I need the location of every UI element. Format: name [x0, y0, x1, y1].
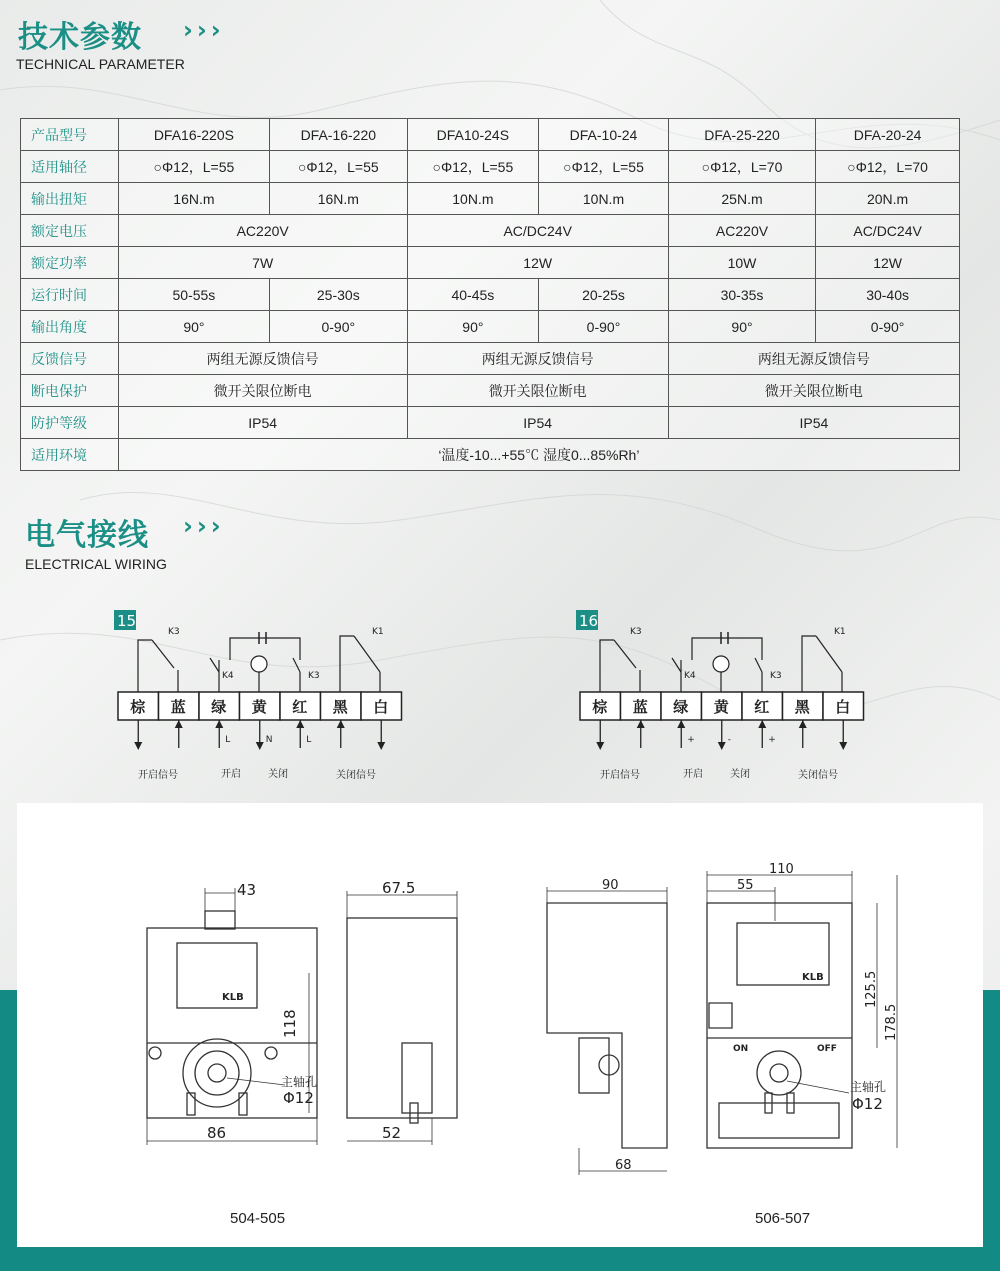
klb-logo: KLB — [222, 992, 244, 1003]
table-cell: DFA-25-220 — [668, 119, 815, 151]
dim-118: 118 — [281, 1009, 299, 1038]
drawing-506-507 — [497, 803, 983, 1247]
switch-label-k3: K3 — [630, 627, 642, 637]
row-label: 适用轴径 — [21, 151, 119, 183]
wire-line — [802, 636, 816, 692]
polarity-label: L — [225, 735, 231, 745]
table-cell: 0-90° — [270, 311, 408, 343]
table-cell: 微开关限位断电 — [118, 375, 407, 407]
table-cell: 25N.m — [668, 183, 815, 215]
table-cell: 两组无源反馈信号 — [668, 343, 959, 375]
label-start-signal: 开启信号 — [600, 770, 640, 781]
table-cell: 12W — [407, 247, 668, 279]
caption-504-505: 504-505 — [230, 1210, 286, 1227]
terminal-label: 红 — [754, 698, 770, 716]
switch-k1 — [354, 636, 380, 672]
dim-55: 55 — [737, 878, 754, 893]
table-row — [21, 343, 960, 375]
table-cell: 16N.m — [118, 183, 269, 215]
table-cell: 两组无源反馈信号 — [118, 343, 407, 375]
section-subtitle-technical: TECHNICAL PARAMETER — [16, 56, 185, 72]
table-cell: 微开关限位断电 — [407, 375, 668, 407]
row-label: 输出角度 — [21, 311, 119, 343]
label-close: 关闭 — [268, 769, 288, 780]
arrow-up-icon — [637, 720, 645, 728]
off-label: OFF — [817, 1044, 837, 1054]
table-row — [21, 439, 960, 471]
table-cell: DFA-10-24 — [539, 119, 669, 151]
diagram-number: 16 — [579, 612, 599, 630]
arrow-down-icon — [596, 742, 604, 750]
table-cell: ○Φ12，L=70 — [668, 151, 815, 183]
table-cell: 50-55s — [118, 279, 269, 311]
label-window — [177, 943, 257, 1008]
dim-125-5: 125.5 — [864, 970, 879, 1008]
dim-178-5: 178.5 — [884, 1003, 899, 1041]
table-cell: DFA-16-220 — [270, 119, 408, 151]
wire-line — [692, 638, 762, 660]
table-cell: 10N.m — [407, 183, 539, 215]
polarity-label: L — [306, 735, 312, 745]
table-cell: IP54 — [118, 407, 407, 439]
arrow-up-icon — [175, 720, 183, 728]
arrow-down-icon — [377, 742, 385, 750]
terminal-label: 棕 — [130, 698, 146, 716]
switch-label-k3: K3 — [770, 671, 782, 681]
chevron-icon: ››› — [183, 512, 225, 540]
table-cell: IP54 — [407, 407, 668, 439]
terminal-label: 黑 — [332, 698, 348, 716]
front-housing — [707, 903, 852, 1148]
parameter-table — [20, 118, 960, 471]
label-start-signal: 开启信号 — [138, 770, 178, 781]
dim-86: 86 — [207, 1124, 227, 1142]
table-row — [21, 311, 960, 343]
table-row — [21, 183, 960, 215]
row-label: 运行时间 — [21, 279, 119, 311]
drawing-504-505 — [17, 803, 497, 1247]
shaft-label: 主轴孔 — [850, 1080, 887, 1094]
on-label: ON — [733, 1044, 749, 1054]
motor-icon — [713, 656, 729, 672]
wire-line — [340, 636, 354, 692]
row-label: 适用环境 — [21, 439, 119, 471]
arrow-down-icon — [839, 742, 847, 750]
table-cell: ○Φ12，L=55 — [539, 151, 669, 183]
motor-icon — [251, 656, 267, 672]
caption-506-507: 506-507 — [755, 1210, 811, 1227]
switch-label-k3: K3 — [168, 627, 180, 637]
table-row — [21, 279, 960, 311]
table-cell: 微开关限位断电 — [668, 375, 959, 407]
table-cell: ○Φ12，L=55 — [407, 151, 539, 183]
arrow-up-icon — [337, 720, 345, 728]
table-cell: ○Φ12，L=55 — [118, 151, 269, 183]
terminal-label: 黑 — [794, 698, 810, 716]
row-label: 反馈信号 — [21, 343, 119, 375]
shaft-label: 主轴孔 — [281, 1075, 318, 1089]
shaft-dia: Φ12 — [283, 1089, 314, 1107]
wire-line — [230, 638, 300, 660]
arrow-up-icon — [215, 720, 223, 728]
polarity-label: + — [768, 735, 776, 745]
switch-k3 — [614, 640, 636, 668]
terminal-label: 棕 — [592, 698, 608, 716]
terminal-label: 红 — [292, 698, 308, 716]
label-open: 开启 — [221, 769, 241, 780]
side-housing — [547, 903, 667, 1148]
row-label: 额定功率 — [21, 247, 119, 279]
dim-67-5: 67.5 — [382, 879, 416, 897]
dim-110: 110 — [769, 862, 794, 877]
table-cell: 90° — [668, 311, 815, 343]
terminal-label: 白 — [835, 698, 851, 716]
chevron-icon: ››› — [183, 16, 225, 44]
table-cell: IP54 — [668, 407, 959, 439]
terminal-label: 黄 — [713, 698, 729, 716]
table-cell: AC220V — [668, 215, 815, 247]
arrow-up-icon — [758, 720, 766, 728]
row-label: 额定电压 — [21, 215, 119, 247]
table-cell: 20-25s — [539, 279, 669, 311]
wire-line — [600, 640, 614, 692]
shaft-dia: Φ12 — [852, 1095, 883, 1113]
section-title-wiring: 电气接线 — [25, 518, 149, 553]
arrow-down-icon — [256, 742, 264, 750]
label-close-signal: 关闭信号 — [336, 770, 376, 781]
table-row — [21, 375, 960, 407]
section-title-technical: 技术参数 — [18, 20, 142, 55]
arrow-up-icon — [799, 720, 807, 728]
table-row — [21, 407, 960, 439]
table-cell: ‘温度-10...+55℃ 湿度0...85%Rh’ — [118, 439, 959, 471]
table-cell: 10N.m — [539, 183, 669, 215]
switch-label-k1: K1 — [372, 627, 384, 637]
switch-k3 — [755, 658, 762, 672]
switch-k3 — [293, 658, 300, 672]
table-cell: DFA16-220S — [118, 119, 269, 151]
table-cell: 10W — [668, 247, 815, 279]
polarity-label: N — [265, 735, 273, 745]
switch-k3 — [152, 640, 174, 668]
table-cell: 30-35s — [668, 279, 815, 311]
switch-label-k4: K4 — [684, 671, 696, 681]
polarity-label: + — [687, 735, 695, 745]
table-cell: ○Φ12，L=70 — [816, 151, 960, 183]
dim-43: 43 — [237, 881, 257, 899]
table-cell: 40-45s — [407, 279, 539, 311]
terminal-label: 绿 — [673, 698, 689, 716]
dim-52: 52 — [382, 1124, 402, 1142]
diagram-number: 15 — [117, 612, 137, 630]
table-cell: AC/DC24V — [816, 215, 960, 247]
klb-logo: KLB — [802, 972, 824, 983]
table-row — [21, 247, 960, 279]
switch-k4 — [672, 658, 681, 672]
arrow-up-icon — [296, 720, 304, 728]
row-label: 断电保护 — [21, 375, 119, 407]
terminal-label: 黄 — [251, 698, 267, 716]
table-cell: AC220V — [118, 215, 407, 247]
arrow-down-icon — [134, 742, 142, 750]
row-label: 防护等级 — [21, 407, 119, 439]
wiring-diagrams — [0, 600, 1000, 800]
table-cell: 16N.m — [270, 183, 408, 215]
switch-label-k4: K4 — [222, 671, 234, 681]
label-open: 开启 — [683, 769, 703, 780]
table-cell: 0-90° — [539, 311, 669, 343]
dim-90: 90 — [602, 878, 619, 893]
table-cell: 0-90° — [816, 311, 960, 343]
table-cell: 7W — [118, 247, 407, 279]
table-cell: DFA10-24S — [407, 119, 539, 151]
arrow-up-icon — [677, 720, 685, 728]
table-cell: 30-40s — [816, 279, 960, 311]
wire-line — [138, 640, 152, 692]
table-cell: 两组无源反馈信号 — [407, 343, 668, 375]
row-label: 输出扭矩 — [21, 183, 119, 215]
terminal-label: 白 — [373, 698, 389, 716]
dim-68: 68 — [615, 1158, 632, 1173]
label-close-signal: 关闭信号 — [798, 770, 838, 781]
table-cell: 20N.m — [816, 183, 960, 215]
table-cell: 90° — [407, 311, 539, 343]
table-cell: 12W — [816, 247, 960, 279]
table-cell: 90° — [118, 311, 269, 343]
terminal-label: 蓝 — [170, 698, 186, 716]
table-row — [21, 215, 960, 247]
section-subtitle-wiring: ELECTRICAL WIRING — [25, 556, 167, 572]
label-close: 关闭 — [730, 769, 750, 780]
switch-k1 — [816, 636, 842, 672]
table-cell: 25-30s — [270, 279, 408, 311]
terminal-label: 绿 — [211, 698, 227, 716]
switch-k4 — [210, 658, 219, 672]
row-label: 产品型号 — [21, 119, 119, 151]
switch-label-k3: K3 — [308, 671, 320, 681]
switch-label-k1: K1 — [834, 627, 846, 637]
polarity-label: - — [727, 735, 731, 745]
table-cell: ○Φ12，L=55 — [270, 151, 408, 183]
table-cell: AC/DC24V — [407, 215, 668, 247]
arrow-down-icon — [718, 742, 726, 750]
table-row — [21, 119, 960, 151]
table-row — [21, 151, 960, 183]
terminal-label: 蓝 — [632, 698, 648, 716]
table-cell: DFA-20-24 — [816, 119, 960, 151]
